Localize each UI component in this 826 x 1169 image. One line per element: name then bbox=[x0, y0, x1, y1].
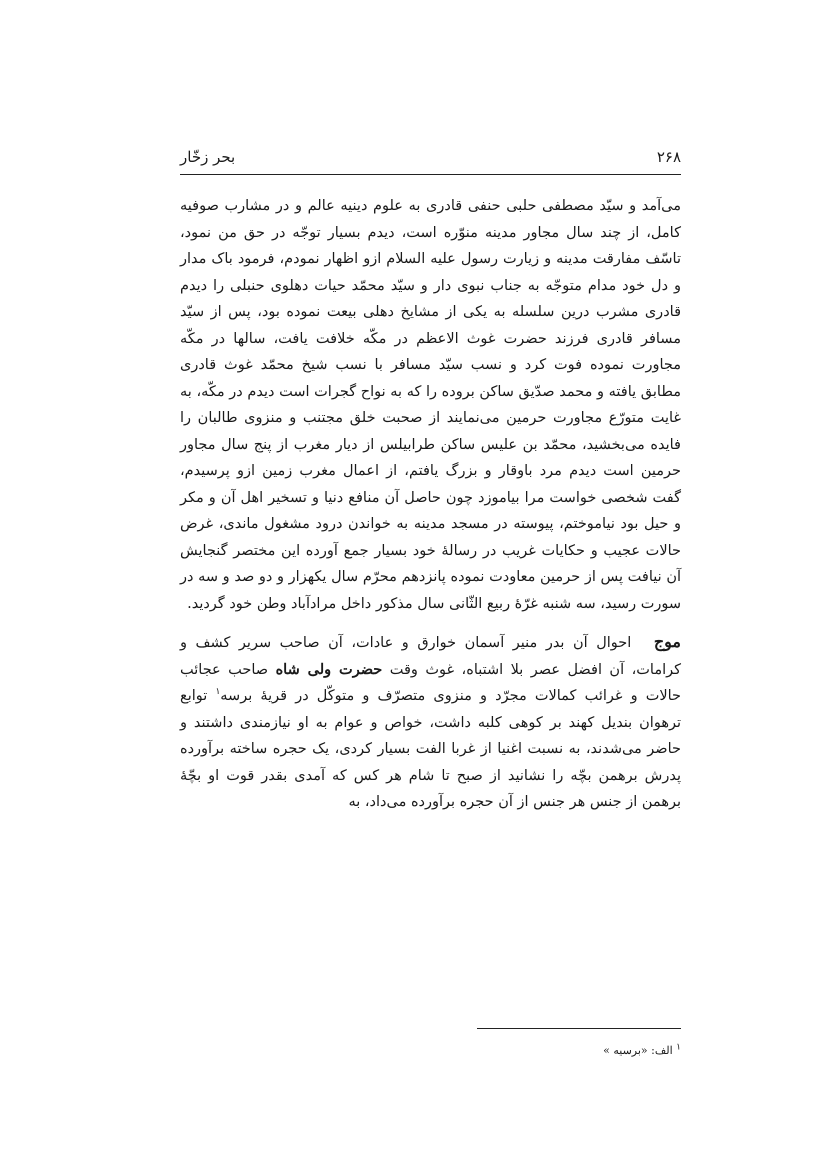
running-title: بحر زخّار bbox=[180, 148, 236, 166]
paragraph-2-text-b: صاحب عجائب حالات و غرائب کمالات مجرّد و منزوی متصرّف و متوکّل در قریهٔ برسه bbox=[180, 661, 681, 704]
main-text bbox=[180, 193, 681, 816]
page-header bbox=[180, 148, 681, 175]
footnote-marker: ۱ bbox=[676, 1042, 681, 1053]
saint-name: حضرت ولی شاه bbox=[275, 660, 383, 678]
page-number: ۲۶۸ bbox=[656, 148, 681, 166]
footnote-text: الف: «برسیه » bbox=[603, 1044, 673, 1057]
paragraph-2-text-c: توابع ترهوان بندیل کهند بر کوهی کلبه داشت، خواص و عوام به او نیازمندی داشتند و حاضر می‌شدند، به نسبت اغنیا از غربا الفت بسیار کردی، یک حجره ساخته برآورده پدرش برهمن بچّه را نشانید از صبح تا شام هر کس که آمدی بقدر قوت او بچّهٔ برهمن از جنس هر جنس از آن حجره برآورده می‌داد، به bbox=[180, 688, 681, 810]
footnote-ref[interactable]: ۱ bbox=[215, 687, 221, 698]
paragraph-1: می‌آمد و سیّد مصطفی حلبی حنفی قادری به علوم دینیه عالم و در مشارب صوفیه کامل، از چند سال مجاور مدینه منوّره است، دیدم بسیار توجّه در حق من نمود، تاسّف مفارقت مدینه و زیارت رسول علیه السلام ازو اظهار نمودم، فرمود باک مدار و دل خود مدام متوجّه به جناب نبوی دار و سیّد محمّد حیات دهلوی حنبلی را دیدم قادری مشرب درین سلسله به یکی از مشایخ دهلی بیعت نموده بود، پس از سیّد مسافر قادری فرزند حضرت غوث الاعظم در مکّه خلافت یافت، سالها در مکّه مجاورت نموده فوت کرد و نسب سیّد مسافر با نسب شیخ محمّد غوث قادری مطابق یافته و محمد صدّیق ساکن بروده را که به نواح گجرات است دیدم در مکّه، به غایت متورّع مجاورت حرمین می‌نمایند از صحبت خلق مجتنب و منزوی طالبان را فایده می‌بخشید، محمّد بن علیس ساکن طرابیلس از دیار مغرب از پنج سال مجاور حرمین است دیدم مرد باوقار و بزرگ یافتم، از اعمال مغرب زمین ازو پرسیدم، گفت شخصی خواست مرا بیاموزد چون حاصل آن منافع دنیا و تسخیر اهل آن و مکر و حیل بود نیاموختم، پیوسته در مسجد مدینه به خواندن درود مشغول ماندی، غرض حالات عجیب و حکایات غریب در رسالهٔ خود بسیار جمع آورده این مختصر گنجایش آن نیافت پس از حرمین معاودت نموده پانزدهم محرّم سال یکهزار و دو صد و سه در سورت رسید، سه شنبه غرّهٔ ربیع الثّانی سال مذکور داخل مرادآباد وطن خود گردید. bbox=[180, 198, 681, 612]
footnote-separator bbox=[477, 1028, 681, 1029]
paragraph-2 bbox=[180, 629, 681, 816]
paragraph-2-text-a: احوال آن بدر منیر آسمان خوارق و عادات، آن صاحب سریر کشف و کرامات، آن افضل عصر بلا اشتباه، غوث وقت bbox=[180, 635, 682, 678]
section-heading: موج bbox=[653, 632, 681, 651]
footnote bbox=[480, 1044, 681, 1057]
